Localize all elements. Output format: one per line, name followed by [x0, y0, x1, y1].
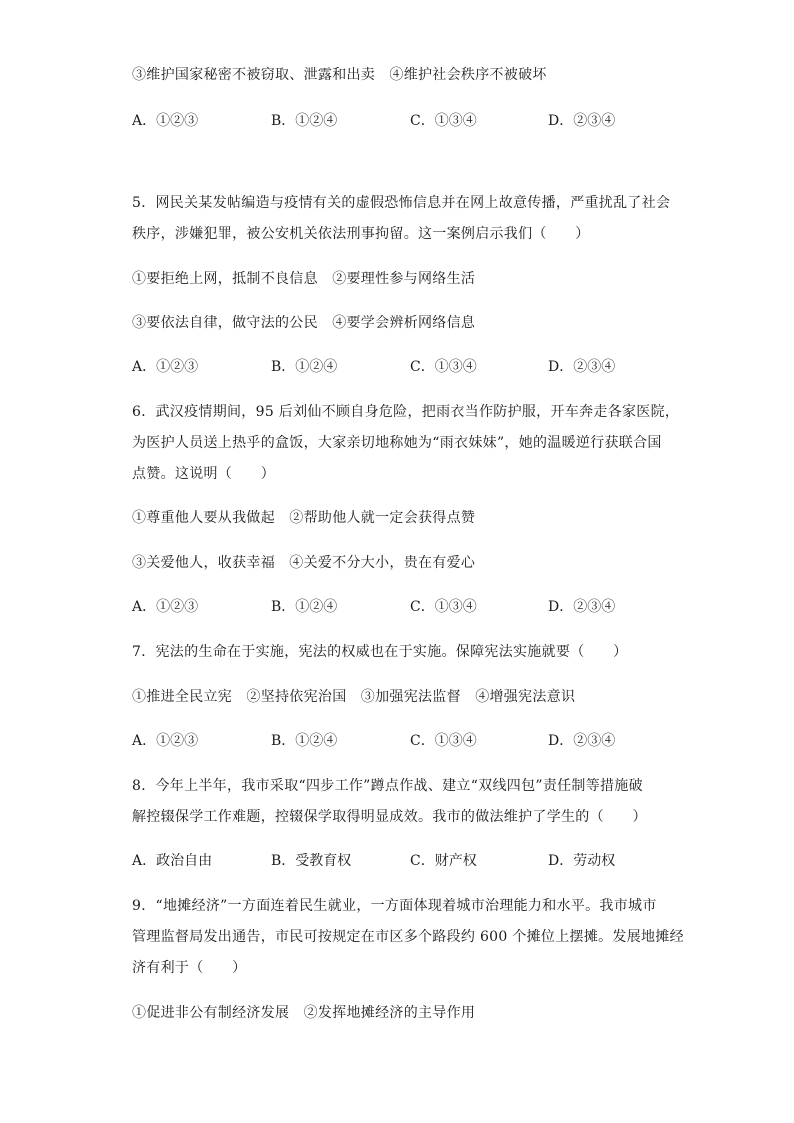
q8-option-c: C．财产权 — [410, 853, 477, 869]
q4-option-b: B．①②④ — [271, 113, 338, 129]
q7-option-c: C．①③④ — [410, 733, 477, 749]
q7-option-b: B．①②④ — [271, 733, 338, 749]
q4-option-a: A．①②③ — [132, 113, 199, 129]
q4-statements-3-4: ③维护国家秘密不被窃取、泄露和出卖 ④维护社会秩序不被破坏 — [132, 67, 547, 83]
q7-option-d: D．②③④ — [548, 733, 616, 749]
q6-option-d: D．②③④ — [548, 599, 616, 615]
q5-statements-3-4: ③要依法自律，做守法的公民 ④要学会辨析网络信息 — [132, 315, 476, 331]
q9-statements-1-2: ①促进非公有制经济发展 ②发挥地摊经济的主导作用 — [132, 1005, 476, 1021]
q7-option-a: A．①②③ — [132, 733, 199, 749]
q6-option-a: A．①②③ — [132, 599, 199, 615]
q5-stem-line-2: 秩序，涉嫌犯罪，被公安机关依法刑事拘留。这一案例启示我们（ ） — [132, 226, 590, 242]
q6-stem-line-3: 点赞。这说明（ ） — [132, 466, 275, 482]
q8-stem-line-2: 解控辍保学工作难题，控辍保学取得明显成效。我市的做法维护了学生的（ ） — [132, 809, 647, 825]
q9-stem-line-3: 济有利于（ ） — [132, 960, 247, 976]
q6-stem-line-1: 6．武汉疫情期间，95 后刘仙不顾自身危险，把雨衣当作防护服，开车奔走各家医院， — [132, 404, 680, 420]
q7-stem-line-1: 7．宪法的生命在于实施，宪法的权威也在于实施。保障宪法实施就要（ ） — [132, 644, 628, 660]
q6-option-c: C．①③④ — [410, 599, 477, 615]
q9-stem-line-1: 9．“地摊经济”一方面连着民生就业，一方面体现着城市治理能力和水平。我市城市 — [132, 898, 657, 914]
q4-option-d: D．②③④ — [548, 113, 616, 129]
q8-option-d: D．劳动权 — [548, 853, 616, 869]
q5-option-d: D．②③④ — [548, 359, 616, 375]
q7-statements: ①推进全民立宪 ②坚持依宪治国 ③加强宪法监督 ④增强宪法意识 — [132, 689, 576, 705]
q5-stem-line-1: 5．网民关某发帖编造与疫情有关的虚假恐怖信息并在网上故意传播，严重扰乱了社会 — [132, 195, 671, 211]
q5-option-c: C．①③④ — [410, 359, 477, 375]
q9-stem-line-2: 管理监督局发出通告，市民可按规定在市区多个路段约 600 个摊位上摆摊。发展地摊经 — [132, 929, 684, 945]
q5-option-a: A．①②③ — [132, 359, 199, 375]
q5-statements-1-2: ①要拒绝上网，抵制不良信息 ②要理性参与网络生活 — [132, 271, 476, 287]
q6-statements-1-2: ①尊重他人要从我做起 ②帮助他人就一定会获得点赞 — [132, 510, 476, 526]
q8-option-a: A．政治自由 — [132, 853, 213, 869]
q5-option-b: B．①②④ — [271, 359, 338, 375]
q6-option-b: B．①②④ — [271, 599, 338, 615]
q6-stem-line-2: 为医护人员送上热乎的盒饭，大家亲切地称她为“雨衣妹妹”，她的温暖逆行获联合国 — [132, 435, 662, 451]
q8-option-b: B．受教育权 — [271, 853, 352, 869]
q8-stem-line-1: 8．今年上半年，我市采取“四步工作”蹲点作战、建立“双线四包”责任制等措施破 — [132, 778, 643, 794]
q6-statements-3-4: ③关爱他人，收获幸福 ④关爱不分大小，贵在有爱心 — [132, 555, 476, 571]
q4-option-c: C．①③④ — [410, 113, 477, 129]
